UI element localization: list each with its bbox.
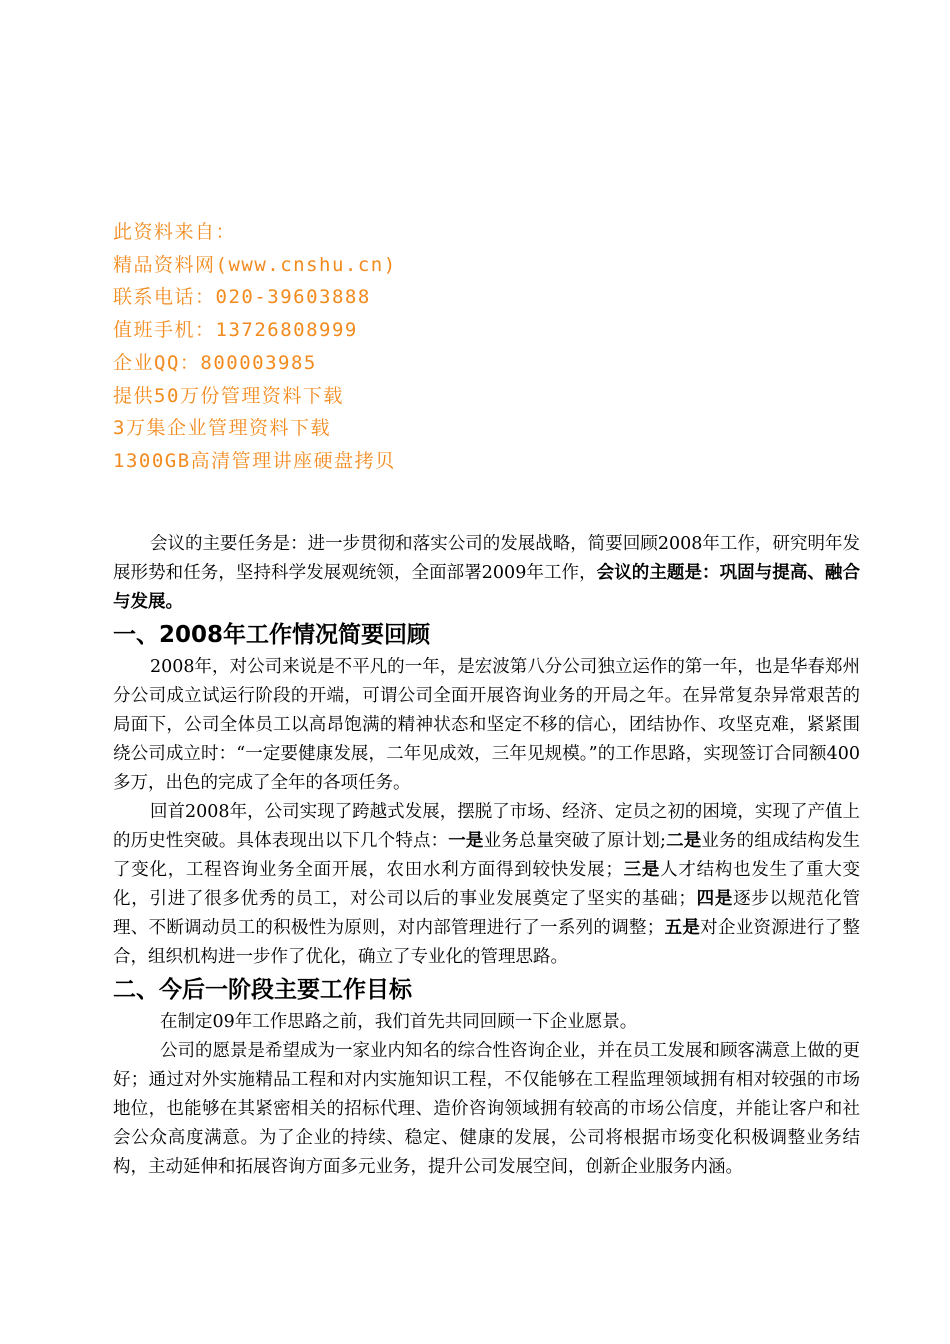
point-label-1: 一是 [448,831,484,851]
section2-paragraph-1: 在制定09年工作思路之前，我们首先共同回顾一下企业愿景。 [160,1012,638,1032]
source-promo-block [113,216,813,478]
point-text-4: 逐步以规范化管理、不断调动员工的积极性为原则，对内部管理进行了一系列的调整； [113,889,861,938]
section1-p2-text: 回首2008年，公司实现了跨越式发展，摆脱了市场、经济、定员之初的困境，实现了产值上的历史性突破。具体表现出以下几个特点： [113,802,860,851]
promo-mobile-line: 值班手机：13726808999 [113,319,358,342]
point-text-3: 人才结构也发生了重大变化，引进了很多优秀的员工，对公司以后的事业发展奠定了坚实的基础； [113,860,861,909]
point-label-2: 二是 [665,831,702,851]
promo-website-line: 精品资料网(www.cnshu.cn) [113,253,397,276]
promo-phone-line: 联系电话：020-39603888 [113,286,371,309]
point-text-2: 业务的组成结构发生了变化，工程咨询业务全面开展，农田水利方面得到较快发展； [113,831,861,880]
intro-paragraph [113,530,860,617]
section1-paragraph-1: 2008年，对公司来说是不平凡的一年，是宏波第八分公司独立运作的第一年，也是华春郑州分公司成立试运行阶段的开端，可谓公司全面开展咨询业务的开局之年。在异常复杂异常艰苦的局面下，公司全体员工以高昂饱满的精神状态和坚定不移的信心，团结协作、攻坚克难，紧紧围绕公司成立时：“一定要健康发展，二年见成效，三年见规模。”的工作思路，实现签订合同额400多万，出色的完成了全年的各项任务。 [113,657,860,793]
section1-heading: 一、2008年工作情况简要回顾 [113,622,431,648]
report-body [113,530,860,1182]
point-label-4: 四是 [695,889,734,909]
intro-theme: 会议的主题是：巩固与提高、融合与发展。 [113,563,860,612]
promo-source-line: 此资料来自： [113,221,237,243]
promo-offer-line-1: 提供50万份管理资料下载 [113,384,344,407]
intro-text: 会议的主要任务是：进一步贯彻和落实公司的发展战略，简要回顾2008年工作，研究明年发展形势和任务，坚持科学发展观统领，全面部署2009年工作， [113,534,860,583]
section2-paragraph-2: 公司的愿景是希望成为一家业内知名的综合性咨询企业，并在员工发展和顾客满意上做的更好；通过对外实施精品工程和对内实施知识工程，不仅能够在工程监理领域拥有相对较强的市场地位，也能够在其紧密相关的招标代理、造价咨询领域拥有较高的市场公信度，并能让客户和社会公众高度满意。为了企业的持续、稳定、健康的发展，公司将根据市场变化积极调整业务结构，主动延伸和拓展咨询方面多元业务，提升公司发展空间，创新企业服务内涵。 [113,1041,860,1177]
promo-qq-line: 企业QQ：800003985 [113,351,317,374]
promo-offer-line-2: 3万集企业管理资料下载 [113,417,331,440]
promo-offer-line-3: 1300GB高清管理讲座硬盘拷贝 [113,449,396,472]
point-label-5: 五是 [664,918,701,938]
point-text-5: 对企业资源进行了整合，组织机构进一步作了优化，确立了专业化的管理思路。 [113,918,861,967]
point-label-3: 三是 [622,860,661,880]
section1-paragraph-2 [113,798,860,972]
point-text-1: 业务总量突破了原计划; [483,831,666,851]
section2-heading: 二、今后一阶段主要工作目标 [113,977,412,1003]
